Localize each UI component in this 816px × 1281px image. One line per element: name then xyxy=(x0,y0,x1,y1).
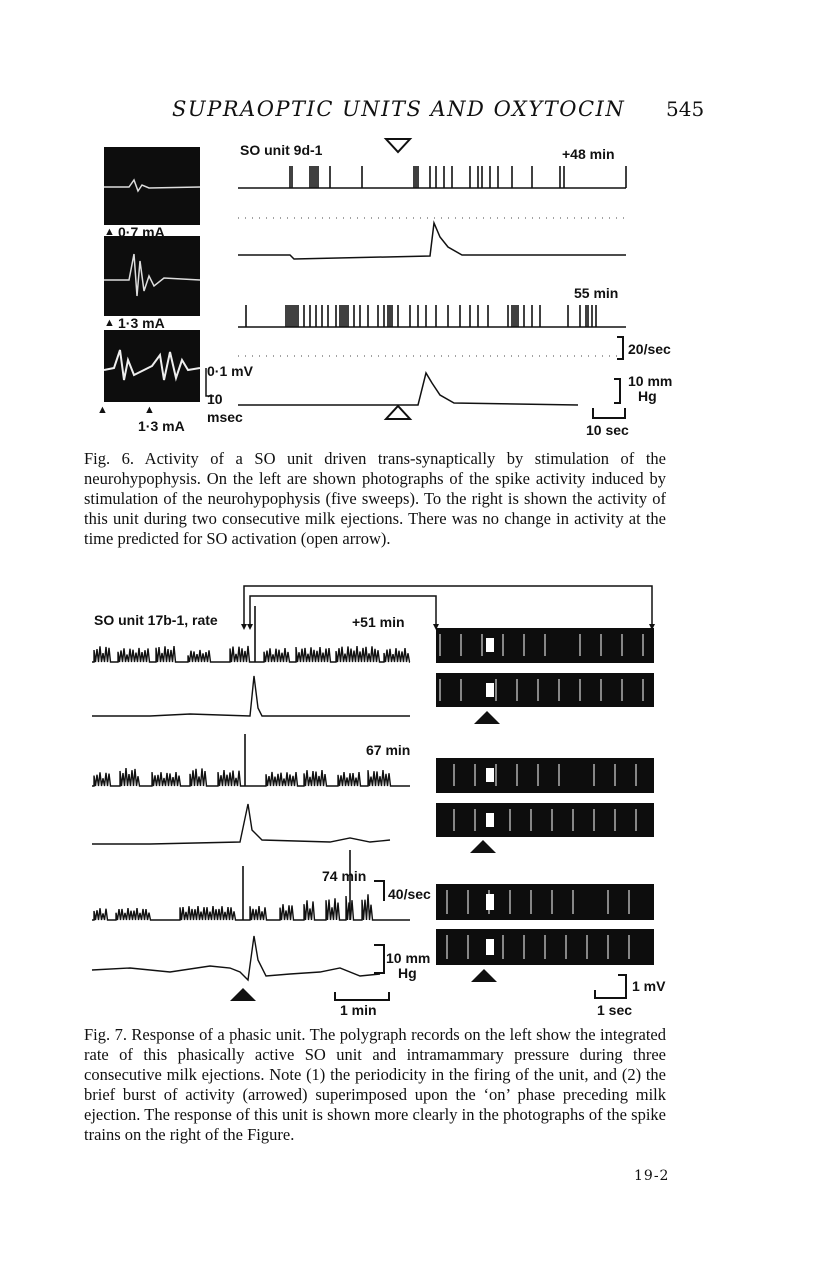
fig7-rate-row-2 xyxy=(92,768,410,786)
running-header-title: SUPRAOPTIC UNITS AND OXYTOCIN xyxy=(172,97,626,121)
fig7-rate-row-1 xyxy=(92,646,410,662)
fig7-arrow-3 xyxy=(471,969,497,983)
fig7-pressure-scale-bar xyxy=(374,944,386,974)
fig7-scale-mv: 1 mV xyxy=(632,978,666,994)
fig7-time-scale-bar-left xyxy=(334,992,390,1002)
fig7-photo-burst-gap xyxy=(486,683,494,697)
fig6-caption: Fig. 6. Activity of a SO unit driven trans-synaptically by stimulation of the neurohypophysis. On the left are shown photographs of the spike activity induced by stimulation of the neurohypophysis (five sweeps). To the right is shown the activity of this unit during two consecutive milk ejections. There was no change in activity at the time predicted for SO activation (open arrow). xyxy=(84,449,666,548)
fig6-stim-label-3: 1·3 mA xyxy=(138,418,185,434)
signature-mark: 19-2 xyxy=(634,1168,670,1184)
fig6-scale-ms-unit: msec xyxy=(207,409,243,425)
fig6-photo-1 xyxy=(104,147,200,225)
fig7-time-2: 67 min xyxy=(366,742,411,758)
fig6-stim-arrow-1: ▲ xyxy=(104,226,115,238)
fig7-scale-rate: 40/sec xyxy=(388,886,431,902)
fig6-stim-arrow-3b: ▲ xyxy=(144,404,155,416)
fig7-time-3: 74 min xyxy=(322,868,367,884)
fig6-pressure-scale-bar xyxy=(614,379,620,403)
fig7-arrow-2 xyxy=(470,840,496,854)
fig6-photo-2 xyxy=(104,236,200,316)
fig6-pressure-trace-2 xyxy=(238,373,578,405)
fig7-time-1: +51 min xyxy=(352,614,405,630)
fig6-stim-label-1: 0·7 mA xyxy=(118,224,165,240)
fig7-unit-label: SO unit 17b-1, rate xyxy=(94,612,218,628)
fig7-pressure-row-2 xyxy=(92,804,390,844)
fig6-unit-label: SO unit 9d-1 xyxy=(240,142,323,158)
fig6-pressure-trace-1 xyxy=(238,223,626,259)
fig7-pressure-row-1 xyxy=(92,676,410,716)
fig7-arrow-1 xyxy=(474,711,500,725)
fig6-time-scale-bar xyxy=(592,408,626,420)
fig7-photo-overlay xyxy=(436,620,666,980)
fig6-scale-ms-value: 10 xyxy=(207,391,223,407)
fig6-time-2: 55 min xyxy=(574,285,619,301)
fig7-scale-time-left: 1 min xyxy=(340,1002,377,1018)
fig6-photo-3 xyxy=(104,330,200,402)
page-number: 545 xyxy=(666,97,705,121)
fig6-rate-scale-bar xyxy=(617,337,623,359)
fig7-photo-burst-gap xyxy=(486,939,494,955)
fig6-open-arrow-top xyxy=(385,138,411,154)
fig7-photo-burst-gap xyxy=(486,894,494,910)
fig6-scale-time: 10 sec xyxy=(586,422,629,438)
fig6-scale-rate: 20/sec xyxy=(628,341,671,357)
fig6-stim-arrow-3a: ▲ xyxy=(97,404,108,416)
fig6-scale-pressure-value: 10 mm xyxy=(628,373,673,389)
fig7-rate-row-3 xyxy=(92,894,410,920)
fig6-scale-pressure-unit: Hg xyxy=(638,388,657,404)
fig7-photo-burst-gap xyxy=(486,768,494,782)
fig7-photo-burst-gap xyxy=(486,638,494,652)
fig6-time-1: +48 min xyxy=(562,146,615,162)
fig6-scale-mv: 0·1 mV xyxy=(207,363,253,379)
fig6-open-arrow-bottom xyxy=(385,405,411,421)
fig7-scale-pressure-unit: Hg xyxy=(398,965,417,981)
fig7-pressure-row-3 xyxy=(92,936,380,980)
fig7-caption: Fig. 7. Response of a phasic unit. The polygraph records on the left show the integrated rate of this phasically active SO unit and intramammary pressure during three consecutive milk ejections. Note (1) the periodicity in the firing of the unit, and (2) the brief burst of activity (arrowed) superimposed upon the ‘on’ phase preceding milk ejection. The response of this unit is shown more clearly in the photographs of the spike trains on the right of the Figure. xyxy=(84,1025,666,1144)
fig6-stim-label-2: 1·3 mA xyxy=(118,315,165,331)
fig7-scale-pressure-value: 10 mm xyxy=(386,950,431,966)
fig7-arrow-4 xyxy=(230,988,256,1002)
fig6-stim-arrow-2: ▲ xyxy=(104,317,115,329)
fig7-mv-scale-bar xyxy=(594,974,630,1000)
fig7-rate-scale-bar xyxy=(374,880,386,902)
fig7-photo-burst-gap xyxy=(486,813,494,827)
fig7-scale-time-right: 1 sec xyxy=(597,1002,633,1018)
